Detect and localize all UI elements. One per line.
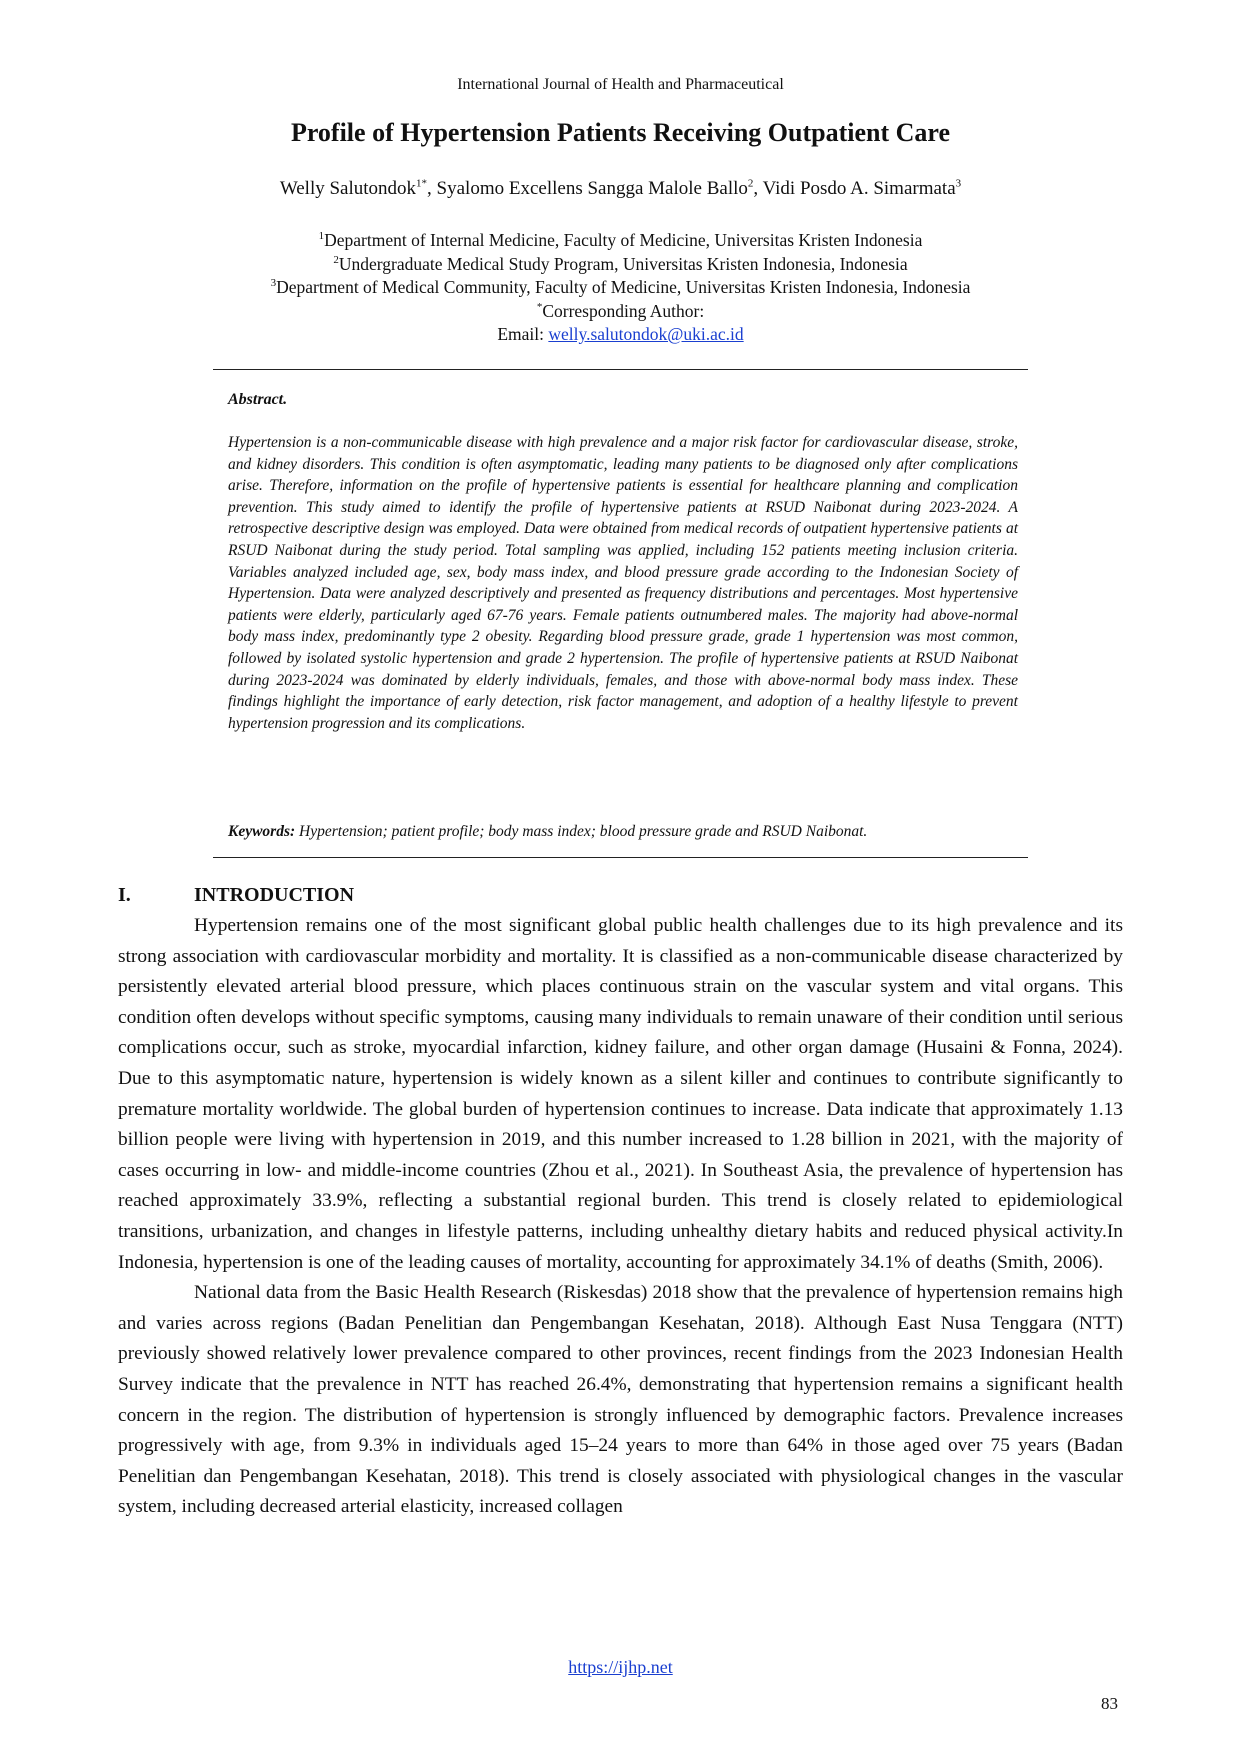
email-link[interactable]: welly.salutondok@uki.ac.id	[548, 324, 744, 344]
introduction-body	[118, 911, 1123, 1523]
footer-link-line	[0, 1657, 1241, 1678]
author-list	[0, 178, 1241, 200]
affiliation	[0, 253, 1241, 277]
author-separator: ,	[427, 178, 437, 199]
affiliation	[0, 229, 1241, 253]
affiliation-mark: 1	[318, 230, 325, 243]
affiliation-mark: *	[536, 300, 543, 313]
abstract-heading: Abstract.	[228, 391, 288, 408]
abstract-bottom-rule	[213, 857, 1028, 858]
affiliation-text: Corresponding Author:	[542, 300, 705, 321]
email-line	[0, 323, 1241, 347]
author-affiliation-mark: 3	[955, 177, 962, 190]
abstract-top-rule	[213, 369, 1028, 370]
body-paragraph: National data from the Basic Health Research (Riskesdas) 2018 show that the prevalence of hypertension remains high and varies across regions (Badan Penelitian dan Pengembangan Kesehatan, 2018). Although East Nusa Tenggara (NTT) previously showed relatively lower prevalence compared to other provinces, recent findings from the 2023 Indonesian Health Survey indicate that the prevalence in NTT has reached 26.4%, demonstrating that hypertension remains a significant health concern in the region. The distribution of hypertension is strongly influenced by demographic factors. Prevalence increases progressively with age, from 9.3% in individuals aged 15–24 years to more than 64% in those aged over 75 years (Badan Penelitian dan Pengembangan Kesehatan, 2018). This trend is closely associated with physiological changes in the vascular system, including decreased arterial elasticity, increased collagen	[118, 1282, 1123, 1518]
affiliation-mark: 2	[333, 253, 339, 266]
corresponding-author	[0, 300, 1241, 324]
abstract-text: Hypertension is a non-communicable disease with high prevalence and a major risk factor for cardiovascular disease, stroke, and kidney disorders. This condition is often asymptomatic, leading many patients to be diagnosed only after complications arise. Therefore, information on the profile of hypertensive patients is essential for healthcare planning and complication prevention. This study aimed to identify the profile of hypertensive patients at RSUD Naibonat during 2023-2024. A retrospective descriptive design was employed. Data were obtained from medical records of outpatient hypertensive patients at RSUD Naibonat during the study period. Total sampling was applied, including 152 patients meeting inclusion criteria. Variables analyzed included age, sex, body mass index, and blood pressure grade according to the Indonesian Society of Hypertension. Data were analyzed descriptively and presented as frequency distributions and percentages. Most hypertensive patients were elderly, particularly aged 67-76 years. Female patients outnumbered males. The majority had above-normal body mass index, predominantly type 2 obesity. Regarding blood pressure grade, grade 1 hypertension was most common, followed by isolated systolic hypertension and grade 2 hypertension. The profile of hypertensive patients at RSUD Naibonat during 2023-2024 was dominated by elderly individuals, females, and those with above-normal body mass index. These findings highlight the importance of early detection, risk factor management, and adoption of a healthy lifestyle to prevent hypertension progression and its complications.	[228, 434, 1018, 732]
author-name: Syalomo Excellens Sangga Malole Ballo	[436, 178, 748, 199]
paper-title: Profile of Hypertension Patients Receiving Outpatient Care	[290, 118, 951, 147]
section-number: I.	[118, 884, 131, 906]
page-number: 83	[1101, 1694, 1118, 1713]
body-paragraph: Hypertension remains one of the most significant global public health challenges due to its high prevalence and its strong association with cardiovascular morbidity and mortality. It is classified as a non-communicable disease characterized by persistently elevated arterial blood pressure, which places continuous strain on the vascular system and vital organs. This condition often develops without specific symptoms, causing many individuals to remain unaware of their condition until serious complications occur, such as stroke, myocardial infarction, kidney failure, and other organ damage (Husaini & Fonna, 2024). Due to this asymptomatic nature, hypertension is widely known as a silent killer and continues to contribute significantly to premature mortality worldwide. The global burden of hypertension continues to increase. Data indicate that approximately 1.13 billion people were living with hypertension in 2019, and this number increased to 1.28 billion in 2021, with the majority of cases occurring in low- and middle-income countries (Zhou et al., 2021). In Southeast Asia, the prevalence of hypertension has reached approximately 33.9%, reflecting a substantial regional burden. This trend is closely related to epidemiological transitions, urbanization, and changes in lifestyle patterns, including unhealthy dietary habits and reduced physical activity.In Indonesia, hypertension is one of the leading causes of mortality, accounting for approximately 34.1% of deaths (Smith, 2006).	[118, 915, 1123, 1273]
author-affiliation-mark: 1*	[416, 177, 428, 190]
affiliation-text: Undergraduate Medical Study Program, Universitas Kristen Indonesia, Indonesia	[338, 253, 908, 274]
affiliation-mark: 3	[270, 277, 277, 290]
keywords-label: Keywords:	[228, 823, 296, 840]
section-title: INTRODUCTION	[194, 884, 355, 906]
author-name: Welly Salutondok	[279, 178, 417, 199]
journal-url-link[interactable]: https://ijhp.net	[568, 1657, 673, 1677]
author-separator: ,	[753, 178, 763, 199]
affiliation-list	[0, 229, 1241, 347]
affiliation	[0, 276, 1241, 300]
affiliation-text: Department of Medical Community, Faculty of Medicine, Universitas Kristen Indonesia, Indonesia	[276, 277, 971, 297]
keywords-text: Hypertension; patient profile; body mass index; blood pressure grade and RSUD Naibonat.	[295, 823, 868, 840]
email-label: Email:	[497, 324, 549, 344]
author-name: Vidi Posdo A. Simarmata	[762, 178, 956, 199]
section-heading	[118, 884, 354, 907]
journal-name: International Journal of Health and Pharmaceutical	[457, 76, 784, 93]
author-affiliation-mark: 2	[747, 177, 754, 190]
affiliation-text: Department of Internal Medicine, Faculty of Medicine, Universitas Kristen Indonesia	[324, 230, 923, 250]
keywords-line	[228, 823, 1028, 841]
